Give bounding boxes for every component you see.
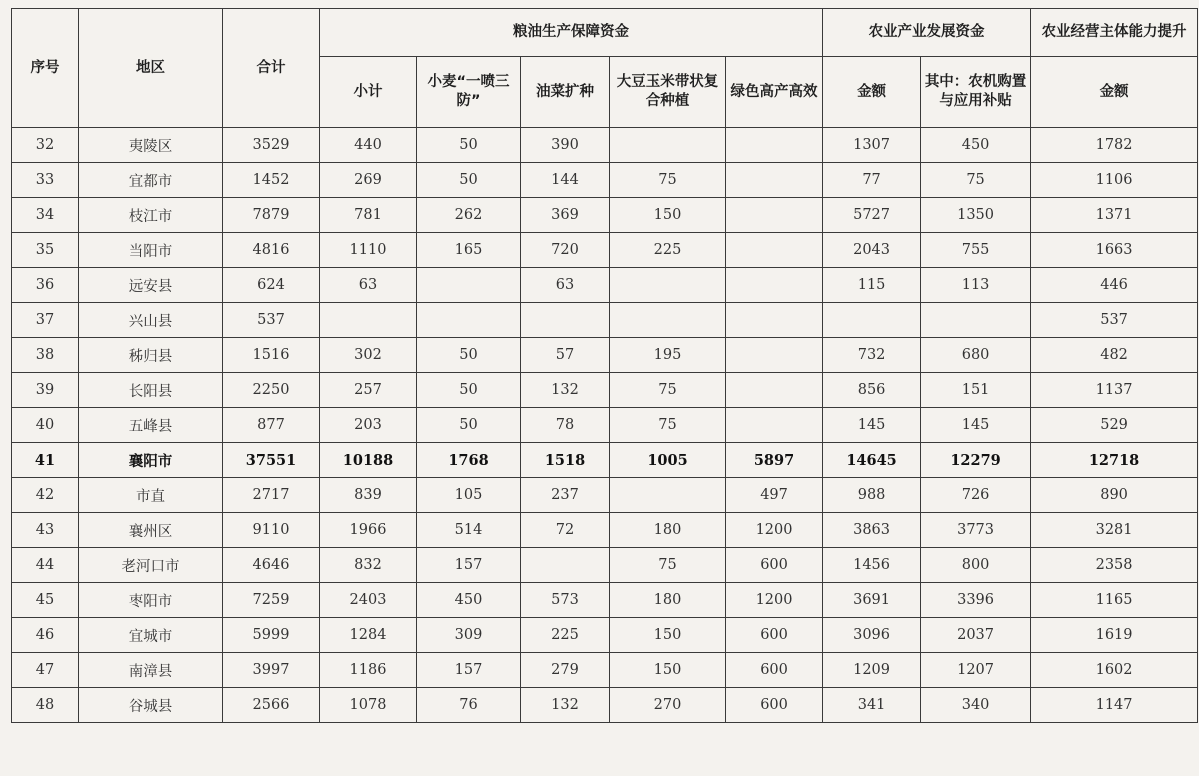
cell-machinery: 12279 [921,443,1031,478]
cell-rapeseed: 237 [521,478,610,513]
cell-region: 南漳县 [79,653,223,688]
cell-entity-amount: 529 [1031,408,1198,443]
cell-region: 老河口市 [79,548,223,583]
cell-amount: 1209 [823,653,921,688]
table-row [12,688,1198,723]
table-row [12,583,1198,618]
cell-entity-amount: 890 [1031,478,1198,513]
cell-subtotal: 832 [320,548,417,583]
table-row [12,303,1198,338]
cell-entity-amount: 3281 [1031,513,1198,548]
cell-machinery: 3773 [921,513,1031,548]
table-body [12,128,1198,723]
header-subtotal: 小计 [320,57,417,128]
cell-rapeseed: 369 [521,198,610,233]
cell-subtotal: 1078 [320,688,417,723]
cell-entity-amount: 1619 [1031,618,1198,653]
cell-amount: 341 [823,688,921,723]
cell-soy-corn: 1005 [610,443,726,478]
cell-entity-amount: 537 [1031,303,1198,338]
header-green-high-yield: 绿色高产高效 [726,57,823,128]
cell-subtotal: 1110 [320,233,417,268]
table-row [12,408,1198,443]
cell-wheat: 450 [417,583,521,618]
cell-machinery: 1207 [921,653,1031,688]
cell-entity-amount: 1371 [1031,198,1198,233]
cell-total: 537 [223,303,320,338]
cell-region: 襄阳市 [79,443,223,478]
cell-amount: 5727 [823,198,921,233]
cell-rapeseed: 63 [521,268,610,303]
cell-region: 长阳县 [79,373,223,408]
cell-seq: 43 [12,513,79,548]
header-entity-group: 农业经营主体能力提升 [1031,9,1198,57]
cell-wheat [417,303,521,338]
cell-machinery: 340 [921,688,1031,723]
cell-subtotal: 257 [320,373,417,408]
cell-wheat: 50 [417,373,521,408]
cell-green-high-yield [726,268,823,303]
cell-machinery: 680 [921,338,1031,373]
cell-machinery: 145 [921,408,1031,443]
header-rapeseed: 油菜扩种 [521,57,610,128]
cell-seq: 32 [12,128,79,163]
cell-entity-amount: 2358 [1031,548,1198,583]
cell-entity-amount: 1602 [1031,653,1198,688]
cell-region: 市直 [79,478,223,513]
cell-green-high-yield: 600 [726,618,823,653]
cell-seq: 34 [12,198,79,233]
cell-amount [823,303,921,338]
cell-entity-amount: 446 [1031,268,1198,303]
cell-green-high-yield [726,338,823,373]
cell-amount: 3691 [823,583,921,618]
cell-rapeseed: 57 [521,338,610,373]
table-row [12,163,1198,198]
cell-amount: 988 [823,478,921,513]
cell-soy-corn: 225 [610,233,726,268]
cell-total: 4816 [223,233,320,268]
cell-total: 2566 [223,688,320,723]
cell-soy-corn: 75 [610,548,726,583]
cell-subtotal [320,303,417,338]
cell-entity-amount: 1663 [1031,233,1198,268]
cell-soy-corn [610,478,726,513]
cell-wheat: 262 [417,198,521,233]
cell-machinery: 726 [921,478,1031,513]
header-soy-corn: 大豆玉米带状复合种植 [610,57,726,128]
table-row [12,198,1198,233]
cell-total: 37551 [223,443,320,478]
cell-seq: 36 [12,268,79,303]
cell-seq: 41 [12,443,79,478]
cell-rapeseed: 78 [521,408,610,443]
cell-subtotal: 781 [320,198,417,233]
header-seq: 序号 [12,9,79,128]
cell-rapeseed: 573 [521,583,610,618]
table-row [12,373,1198,408]
cell-seq: 38 [12,338,79,373]
cell-green-high-yield: 600 [726,688,823,723]
cell-soy-corn: 75 [610,408,726,443]
cell-region: 当阳市 [79,233,223,268]
table-row [12,548,1198,583]
cell-total: 2250 [223,373,320,408]
cell-green-high-yield [726,163,823,198]
cell-total: 2717 [223,478,320,513]
cell-region: 宜城市 [79,618,223,653]
cell-green-high-yield [726,198,823,233]
cell-machinery [921,303,1031,338]
table-row [12,268,1198,303]
table-row [12,128,1198,163]
table-row [12,513,1198,548]
table-row [12,478,1198,513]
cell-rapeseed: 720 [521,233,610,268]
cell-entity-amount: 1782 [1031,128,1198,163]
header-region: 地区 [79,9,223,128]
cell-wheat: 157 [417,653,521,688]
cell-soy-corn [610,128,726,163]
cell-soy-corn: 150 [610,653,726,688]
cell-rapeseed: 72 [521,513,610,548]
cell-amount: 732 [823,338,921,373]
cell-subtotal: 1186 [320,653,417,688]
cell-wheat: 157 [417,548,521,583]
cell-wheat: 50 [417,408,521,443]
cell-soy-corn: 195 [610,338,726,373]
header-ag-industry-group: 农业产业发展资金 [823,9,1031,57]
cell-machinery: 151 [921,373,1031,408]
cell-green-high-yield: 600 [726,548,823,583]
cell-machinery: 2037 [921,618,1031,653]
cell-soy-corn: 180 [610,583,726,618]
cell-total: 3529 [223,128,320,163]
cell-subtotal: 2403 [320,583,417,618]
table-row [12,618,1198,653]
cell-amount: 856 [823,373,921,408]
cell-region: 襄州区 [79,513,223,548]
table-row [12,233,1198,268]
header-machinery: 其中：农机购置与应用补贴 [921,57,1031,128]
header-amount: 金额 [823,57,921,128]
cell-subtotal: 302 [320,338,417,373]
cell-green-high-yield [726,233,823,268]
cell-machinery: 755 [921,233,1031,268]
header-wheat: 小麦“一喷三防” [417,57,521,128]
cell-soy-corn: 75 [610,163,726,198]
cell-total: 9110 [223,513,320,548]
cell-seq: 48 [12,688,79,723]
cell-machinery: 113 [921,268,1031,303]
cell-soy-corn: 75 [610,373,726,408]
document-page [11,8,1197,774]
cell-region: 秭归县 [79,338,223,373]
table-row [12,338,1198,373]
cell-rapeseed: 132 [521,688,610,723]
cell-subtotal: 203 [320,408,417,443]
cell-region: 兴山县 [79,303,223,338]
cell-entity-amount: 1165 [1031,583,1198,618]
cell-wheat: 76 [417,688,521,723]
cell-green-high-yield: 5897 [726,443,823,478]
cell-amount: 3863 [823,513,921,548]
cell-region: 宜都市 [79,163,223,198]
header-grain-group: 粮油生产保障资金 [320,9,823,57]
cell-wheat: 514 [417,513,521,548]
cell-seq: 46 [12,618,79,653]
cell-wheat: 309 [417,618,521,653]
cell-total: 5999 [223,618,320,653]
cell-machinery: 3396 [921,583,1031,618]
cell-seq: 39 [12,373,79,408]
cell-green-high-yield [726,373,823,408]
cell-seq: 44 [12,548,79,583]
cell-seq: 35 [12,233,79,268]
header-entity-amount: 金额 [1031,57,1198,128]
cell-subtotal: 1284 [320,618,417,653]
funds-table [11,8,1198,723]
cell-green-high-yield: 1200 [726,583,823,618]
cell-subtotal: 839 [320,478,417,513]
cell-total: 624 [223,268,320,303]
cell-subtotal: 1966 [320,513,417,548]
cell-total: 877 [223,408,320,443]
cell-region: 五峰县 [79,408,223,443]
cell-wheat: 50 [417,163,521,198]
cell-entity-amount: 1147 [1031,688,1198,723]
cell-wheat [417,268,521,303]
cell-wheat: 105 [417,478,521,513]
cell-wheat: 50 [417,338,521,373]
cell-rapeseed: 132 [521,373,610,408]
cell-subtotal: 440 [320,128,417,163]
cell-amount: 77 [823,163,921,198]
cell-rapeseed: 390 [521,128,610,163]
cell-region: 枝江市 [79,198,223,233]
cell-region: 谷城县 [79,688,223,723]
cell-rapeseed: 1518 [521,443,610,478]
cell-entity-amount: 1106 [1031,163,1198,198]
header-total: 合计 [223,9,320,128]
cell-machinery: 75 [921,163,1031,198]
cell-rapeseed: 144 [521,163,610,198]
cell-green-high-yield [726,303,823,338]
cell-wheat: 1768 [417,443,521,478]
cell-total: 4646 [223,548,320,583]
cell-entity-amount: 482 [1031,338,1198,373]
cell-subtotal: 63 [320,268,417,303]
cell-rapeseed: 279 [521,653,610,688]
cell-entity-amount: 12718 [1031,443,1198,478]
cell-region: 远安县 [79,268,223,303]
cell-machinery: 800 [921,548,1031,583]
cell-machinery: 450 [921,128,1031,163]
cell-wheat: 50 [417,128,521,163]
cell-total: 7259 [223,583,320,618]
cell-seq: 47 [12,653,79,688]
cell-green-high-yield [726,128,823,163]
cell-subtotal: 10188 [320,443,417,478]
cell-amount: 145 [823,408,921,443]
cell-rapeseed [521,548,610,583]
cell-green-high-yield: 600 [726,653,823,688]
cell-seq: 42 [12,478,79,513]
cell-rapeseed [521,303,610,338]
cell-amount: 1456 [823,548,921,583]
cell-green-high-yield: 1200 [726,513,823,548]
cell-subtotal: 269 [320,163,417,198]
cell-amount: 3096 [823,618,921,653]
cell-region: 枣阳市 [79,583,223,618]
cell-total: 3997 [223,653,320,688]
table-row [12,443,1198,478]
cell-rapeseed: 225 [521,618,610,653]
cell-soy-corn [610,303,726,338]
cell-seq: 40 [12,408,79,443]
cell-region: 夷陵区 [79,128,223,163]
cell-seq: 37 [12,303,79,338]
cell-amount: 115 [823,268,921,303]
cell-green-high-yield [726,408,823,443]
cell-entity-amount: 1137 [1031,373,1198,408]
cell-soy-corn: 150 [610,618,726,653]
cell-total: 1452 [223,163,320,198]
cell-amount: 14645 [823,443,921,478]
cell-total: 7879 [223,198,320,233]
cell-seq: 33 [12,163,79,198]
cell-wheat: 165 [417,233,521,268]
cell-seq: 45 [12,583,79,618]
cell-amount: 2043 [823,233,921,268]
cell-soy-corn: 180 [610,513,726,548]
cell-machinery: 1350 [921,198,1031,233]
cell-total: 1516 [223,338,320,373]
cell-soy-corn: 150 [610,198,726,233]
cell-green-high-yield: 497 [726,478,823,513]
cell-soy-corn [610,268,726,303]
cell-amount: 1307 [823,128,921,163]
table-row [12,653,1198,688]
cell-soy-corn: 270 [610,688,726,723]
